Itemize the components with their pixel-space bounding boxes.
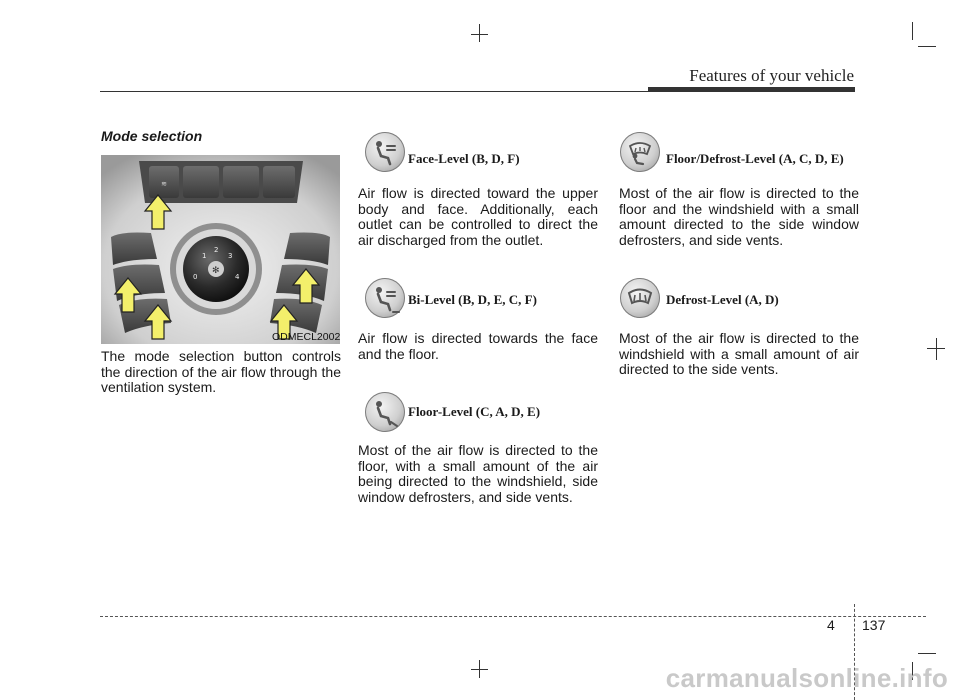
dial-label-1: 1 <box>202 252 207 260</box>
mode-title-face-level: Face-Level (B, D, F) <box>408 151 520 166</box>
dial-label-4: 4 <box>235 273 240 281</box>
climate-panel-illustration <box>101 155 340 344</box>
crop-mark <box>927 348 945 349</box>
mode-desc-bi-level: Air flow is directed towards the face and the floor. <box>358 330 598 362</box>
svg-text:≋: ≋ <box>161 180 167 188</box>
crop-mark <box>918 653 936 654</box>
bi-level-icon <box>365 278 405 318</box>
crop-mark <box>479 24 480 42</box>
intro-paragraph: The mode selection button controls the direction of the air flow through the ventilation system. <box>101 348 341 395</box>
crop-mark <box>471 669 488 670</box>
mode-title-defrost-level: Defrost-Level (A, D) <box>666 292 779 307</box>
figure-code: ODMECL2002 <box>272 331 341 343</box>
face-level-icon <box>365 132 405 172</box>
crop-mark <box>936 338 937 360</box>
crop-mark <box>471 34 488 35</box>
climate-panel-figure <box>101 155 340 344</box>
running-header: Features of your vehicle <box>689 66 854 85</box>
dial-label-3: 3 <box>228 252 233 260</box>
defrost-level-icon <box>620 278 660 318</box>
section-heading: Mode selection <box>101 128 203 144</box>
mode-title-floor-defrost-level: Floor/Defrost-Level (A, C, D, E) <box>666 151 844 166</box>
mode-desc-face-level: Air flow is directed toward the upper body and face. Additionally, each outlet can be controlled to direct the air discharged from the outlet. <box>358 185 598 248</box>
svg-text:✻: ✻ <box>212 266 220 276</box>
crop-mark <box>918 46 936 47</box>
mode-desc-floor-level: Most of the air flow is directed to the floor, with a small amount of the air being directed to the windshield, side window defrosters, and side vents. <box>358 442 598 505</box>
crop-mark <box>912 22 913 40</box>
mode-desc-floor-defrost-level: Most of the air flow is directed to the floor and the windshield with a small amount directed to the side window defrosters, and side vents. <box>619 185 859 248</box>
chapter-number: 4 <box>827 617 835 633</box>
mode-title-bi-level: Bi-Level (B, D, E, C, F) <box>408 292 537 307</box>
dial-label-0: 0 <box>193 273 198 281</box>
mode-title-floor-level: Floor-Level (C, A, D, E) <box>408 404 541 419</box>
dial-label-2: 2 <box>214 246 219 254</box>
footer-rule <box>100 616 926 617</box>
floor-level-icon <box>365 392 405 432</box>
page-number: 137 <box>862 617 886 633</box>
floor-defrost-level-icon <box>620 132 660 172</box>
watermark: carmanualsonline.info <box>665 663 948 693</box>
header-rule-bar <box>648 87 855 92</box>
mode-desc-defrost-level: Most of the air flow is directed to the windshield with a small amount of air directed to the side vents. <box>619 330 859 377</box>
